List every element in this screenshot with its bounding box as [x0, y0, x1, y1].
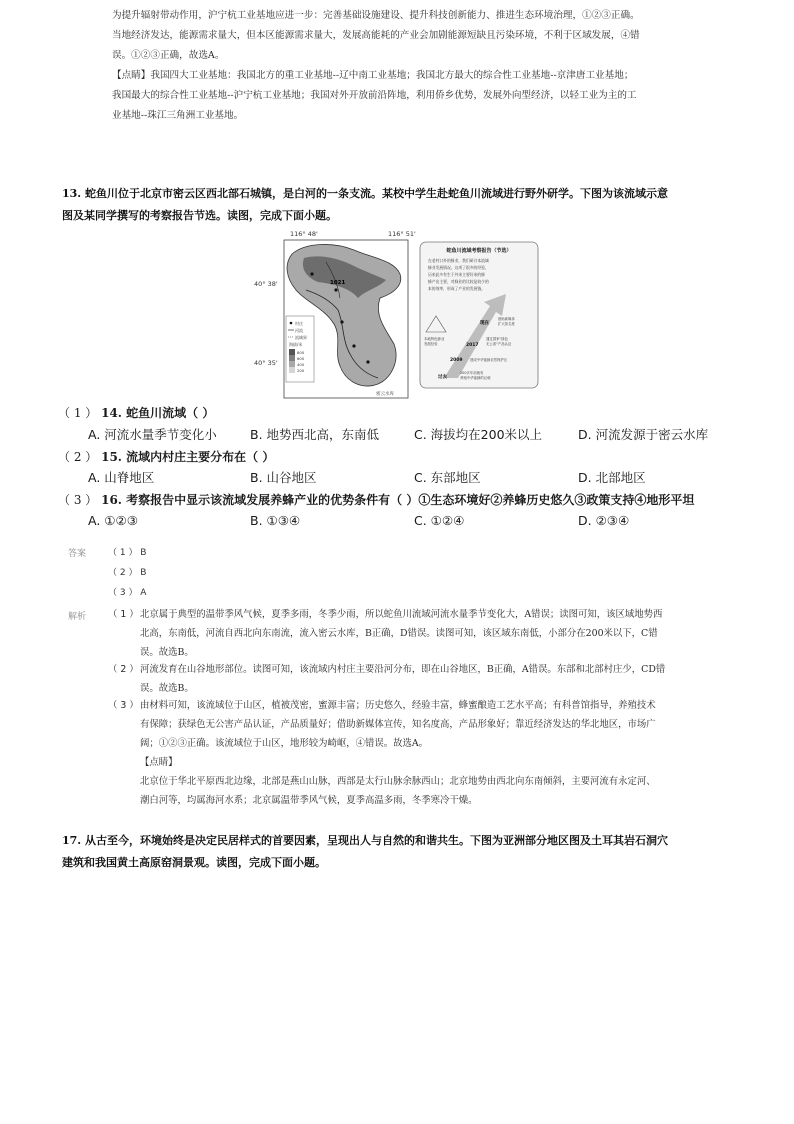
village-marker	[366, 360, 369, 363]
analysis-number: （ 1 ）	[108, 609, 139, 620]
text-line: 阔；①②③正确。该流域位于山区，地形较为崎岖，④错误。故选A。	[140, 738, 429, 749]
past-note: 200多年前就有	[460, 371, 484, 375]
text-line: 【点睛】	[140, 757, 178, 768]
text-line: 业基地--珠江三角洲工业基地。	[112, 110, 244, 121]
option-d[interactable]: D. 河流发源于密云水库	[578, 427, 709, 442]
answer-item: （ 3 ） A	[108, 588, 147, 598]
answer-item: （ 2 ） B	[108, 568, 147, 578]
past-note: 养殖中华蜜蜂的记载	[460, 376, 491, 380]
legend-swatch	[289, 367, 295, 373]
report-title: 蛇鱼川流域考察报告（节选）	[446, 248, 512, 254]
subquestion-15	[58, 447, 758, 467]
subquestion-stem: 15. 流域内村庄主要分布在（ ）	[101, 450, 275, 464]
legend-item: 村庄	[295, 321, 303, 326]
text-line: 北高，东南低，河流自西北向东南流，流入密云水库，B正确，D错误。读图可知，该区域东南低，小部分在200米以下，C错	[140, 628, 658, 639]
year-2017-note: 通过国家"绿色	[486, 337, 508, 341]
year-2009: 2009	[450, 358, 463, 363]
village-marker	[352, 344, 355, 347]
answer-label: 答案	[68, 549, 87, 559]
option-c[interactable]: C. ①②④	[414, 513, 465, 528]
report-line: 蜂产出主要，对蜂业的比较是较少的	[428, 279, 489, 284]
legend-elev: 200	[297, 368, 305, 373]
year-2009-note: 建成中华蜜蜂自然保护区	[470, 358, 508, 362]
option-d[interactable]: D. ②③④	[578, 513, 630, 528]
answer-list	[108, 543, 146, 603]
now-label: 现在	[480, 321, 489, 326]
lat-top-label: 40° 38'	[254, 280, 278, 288]
subquestion-number: （ 2 ）	[58, 450, 98, 464]
text-line: 北京属于典型的温带季风气候，夏季多雨，冬季少雨，所以蛇鱼川流域河流水量季节变化大，A错误；读图可知，该区域地势西	[140, 609, 663, 620]
option-c[interactable]: C. 海拔均在200米以上	[414, 427, 543, 442]
report-line: 在老村口外的蜂业，我们研讨本流域	[428, 258, 489, 263]
analysis-number: （ 3 ）	[108, 700, 139, 711]
lon-right-label: 116° 51'	[388, 230, 416, 238]
triangle-note: 本地特色蜂业	[424, 337, 445, 341]
village-marker	[334, 288, 337, 291]
text-line: 北京位于华北平原西北边缘，北部是燕山山脉，西部是太行山脉余脉西山；北京地势由西北向东南倾斜，主要河流有永定河、	[140, 776, 656, 787]
subquestion-number: （ 1 ）	[58, 406, 98, 420]
analysis-item-3	[108, 696, 738, 816]
year-2017-note: 无公害"产品认证	[486, 342, 512, 346]
reservoir-label: 密云水库	[376, 392, 394, 397]
question-13-stem	[62, 183, 742, 227]
option-d[interactable]: D. 北部地区	[578, 470, 646, 485]
report-panel	[420, 242, 538, 388]
report-line: 本的效率，形成了产业的发展链。	[428, 286, 485, 291]
subquestion-16	[58, 490, 758, 510]
legend-elev: 400	[297, 362, 305, 367]
option-a[interactable]: A. 河流水量季节变化小	[88, 427, 217, 442]
text-line: 建筑和我国黄土高原窑洞景观。读图，完成下面小题。	[62, 856, 326, 869]
option-b[interactable]: B. 地势西北高，东南低	[250, 427, 380, 442]
text-line: 河流发育在山谷地形部位。读图可知，该流域内村庄主要沿河分布，即在山谷地区，B正确，A错误。东部和北部村庄少，CD错	[140, 664, 666, 675]
analysis-item-1	[108, 605, 738, 665]
text-line: 潮白河等，均属海河水系；北京属温带季风气候，夏季高温多雨，冬季寒冷干燥。	[140, 795, 478, 806]
subquestion-number: （ 3 ）	[58, 493, 98, 507]
legend-swatch	[289, 349, 295, 355]
text-line: 误。①②③正确，故选A。	[112, 50, 225, 61]
previous-answer-analysis	[112, 6, 712, 126]
legend-item: 海拔/米	[289, 342, 303, 347]
legend-swatch	[289, 355, 295, 361]
subquestion-stem: 16. 考察报告中显示该流域发展养蜂产业的优势条件有（ ）①生态环境好②养蜂历史悠久③政策支持④地形平坦	[101, 493, 695, 507]
text-line: 13. 蛇鱼川位于北京市密云区西北部石城镇，是白河的一条支流。某校中学生赴蛇鱼川流域进行野外研学。下图为该流域示意	[62, 187, 668, 200]
text-line: 17. 从古至今，环境始终是决定民居样式的首要因素，呈现出人与自然的和谐共生。下图为亚洲部分地区图及土耳其岩石洞穴	[62, 834, 668, 847]
text-line: 误。故选B。	[140, 647, 194, 658]
text-line: 我国最大的综合性工业基地--沪宁杭工业基地；我国对外开放前沿阵地，利用侨乡优势，发展外向型经济，以轻工业为主的工	[112, 90, 637, 101]
option-c[interactable]: C. 东部地区	[414, 470, 481, 485]
village-marker	[310, 272, 313, 275]
text-line: 有保障；获绿色无公害产品认证，产品质量好；借助新媒体宣传，知名度高，产品形象好；靠近经济发达的华北地区，市场广	[140, 719, 656, 730]
past-label: 过去	[438, 375, 447, 380]
legend-item: 河流	[295, 328, 303, 333]
subquestion-stem: 14. 蛇鱼川流域（ ）	[101, 406, 215, 420]
text-line: 【点睛】我国四大工业基地：我国北方的重工业基地--辽中南工业基地；我国北方最大的综合性工业基地--京津唐工业基地；	[112, 70, 634, 81]
now-note: 借助新媒体	[498, 317, 515, 321]
legend-elev: 800	[297, 350, 305, 355]
lon-left-label: 116° 48'	[290, 230, 318, 238]
text-line: 误。故选B。	[140, 683, 194, 694]
answer-item: （ 1 ） B	[108, 548, 147, 558]
text-line: 为提升辐射带动作用，沪宁杭工业基地应进一步：完善基础设施建设、提升科技创新能力、推进生态环境治理，①②③正确。	[112, 10, 640, 21]
analysis-label: 解析	[68, 612, 87, 622]
peak-label: 1021	[330, 280, 346, 286]
text-line: 图及某同学撰写的考察报告节选。读图，完成下面小题。	[62, 209, 337, 222]
village-marker	[340, 320, 343, 323]
option-b[interactable]: B. ①③④	[250, 513, 301, 528]
legend-elev: 600	[297, 356, 305, 361]
watershed-figure	[254, 228, 544, 400]
option-a[interactable]: A. 山脊地区	[88, 470, 155, 485]
analysis-number: （ 2 ）	[108, 664, 139, 675]
option-b[interactable]: B. 山谷地区	[250, 470, 317, 485]
question-17-stem	[62, 830, 742, 874]
triangle-note: 发展经验	[424, 342, 438, 346]
legend-item: 流域界	[295, 335, 307, 340]
year-2017: 2017	[466, 343, 479, 348]
report-line: 历来此多有生于外来主要好来的蜂	[428, 272, 485, 277]
now-note: 扩大知名度	[498, 322, 515, 326]
analysis-item-2	[108, 660, 738, 700]
report-line: 蜂业发展情况。这项了很多的经验，	[428, 265, 489, 270]
lat-bottom-label: 40° 35'	[254, 359, 278, 367]
text-line: 由材料可知，该流域位于山区，植被茂密，蜜源丰富；历史悠久，经验丰富，蜂蜜酿造工艺水平高；有科普馆指导，养殖技术	[140, 700, 656, 711]
text-line: 当地经济发达，能源需求量大，但本区能源需求量大，发展高能耗的产业会加剧能源短缺且污染环境，不利于区域发展，④错	[112, 30, 640, 41]
legend-village-symbol	[290, 322, 293, 325]
option-a[interactable]: A. ①②③	[88, 513, 138, 528]
subquestion-14	[58, 403, 758, 423]
legend-swatch	[289, 361, 295, 367]
